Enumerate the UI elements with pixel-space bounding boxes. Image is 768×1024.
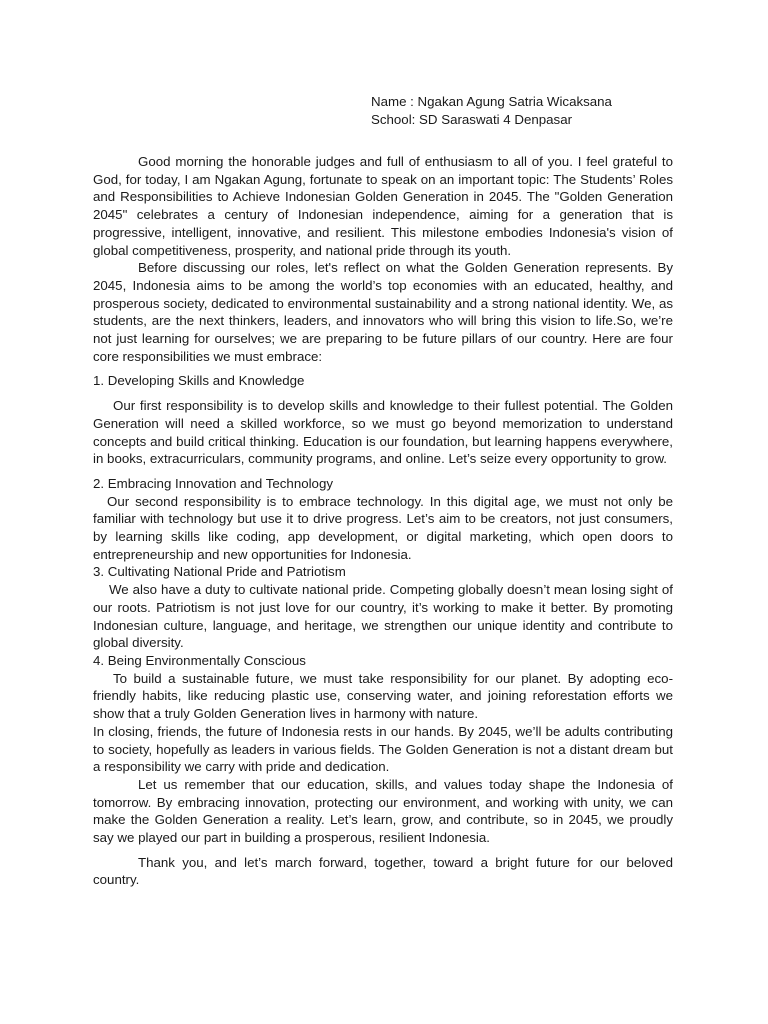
speech-body xyxy=(93,153,673,889)
author-school: School: SD Saraswati 4 Denpasar xyxy=(371,112,573,127)
section-heading-environment: 4. Being Environmentally Conscious xyxy=(93,652,306,668)
reflection-paragraph: Before discussing our roles, let's reflect on what the Golden Generation represents. By 2045, Indonesia aims to be among the world’s top economies with an educated, healthy, and prosperous society, dedicated to environmental sustainability and a strong national identity. We, as students, are the next thinkers, leaders, and innovators who will bring this vision to life.So, we’re not just learning for ourselves; we are preparing to be future pillars of our country. Here are four core responsibilities we must embrace: xyxy=(93,260,673,364)
section-heading-patriotism: 3. Cultivating National Pride and Patriotism xyxy=(93,564,346,580)
section-heading-skills: 1. Developing Skills and Knowledge xyxy=(93,373,305,389)
author-name: Name : Ngakan Agung Satria Wicaksana xyxy=(371,94,612,109)
section-heading-innovation: 2. Embracing Innovation and Technology xyxy=(93,475,333,491)
skills-paragraph: Our first responsibility is to develop skills and knowledge to their fullest potential. The Golden Generation will need a skilled workforce, so we must go beyond memorization to understand concepts and build critical thinking. Education is our foundation, but learning happens everywhere, in books, extracurriculars, community programs, and online. Let’s seize every opportunity to grow. xyxy=(93,398,673,467)
remember-paragraph: Let us remember that our education, skills, and values today shape the Indonesia of tomorrow. By embracing innovation, protecting our environment, and working with unity, we can make the Golden Generation a reality. Let’s learn, grow, and contribute, so in 2045, we proudly say we played our part in building a prosperous, resilient Indonesia. xyxy=(93,776,673,846)
closing-paragraph: In closing, friends, the future of Indonesia rests in our hands. By 2045, we’ll be adults contributing to society, hopefully as leaders in various fields. The Golden Generation is not a distant dream but a responsibility we carry with pride and dedication. xyxy=(93,723,673,775)
innovation-paragraph: Our second responsibility is to embrace technology. In this digital age, we must not only be familiar with technology but use it to drive progress. Let’s aim to be creators, not just consumers, by learning skills like coding, app development, or digital marketing, which open doors to entrepreneurship and new opportunities for Indonesia. xyxy=(93,493,673,562)
environment-paragraph: To build a sustainable future, we must take responsibility for our planet. By adopting eco-friendly habits, like reducing plastic use, conserving water, and joining reforestation efforts we show that a truly Golden Generation lives in harmony with nature. xyxy=(93,670,673,722)
intro-paragraph: Good morning the honorable judges and full of enthusiasm to all of you. I feel grateful to God, for today, I am Ngakan Agung, fortunate to speak on an important topic: The Students’ Roles and Responsibilities to Achieve Indonesian Golden Generation in 2045. The "Golden Generation 2045" celebrates a century of Indonesian independence, aiming for a generation that is progressive, intelligent, innovative, and resilient. This milestone embodies Indonesia's vision of global competitiveness, prosperity, and national pride through its youth. xyxy=(93,154,673,258)
thanks-paragraph: Thank you, and let’s march forward, together, toward a bright future for our beloved country. xyxy=(93,854,673,888)
author-info xyxy=(371,93,612,129)
patriotism-paragraph: We also have a duty to cultivate national pride. Competing globally doesn’t mean losing sight of our roots. Patriotism is not just love for our country, it’s working to make it better. By promoting Indonesian culture, language, and heritage, we strengthen our unique identity and contribute to global diversity. xyxy=(93,582,673,651)
